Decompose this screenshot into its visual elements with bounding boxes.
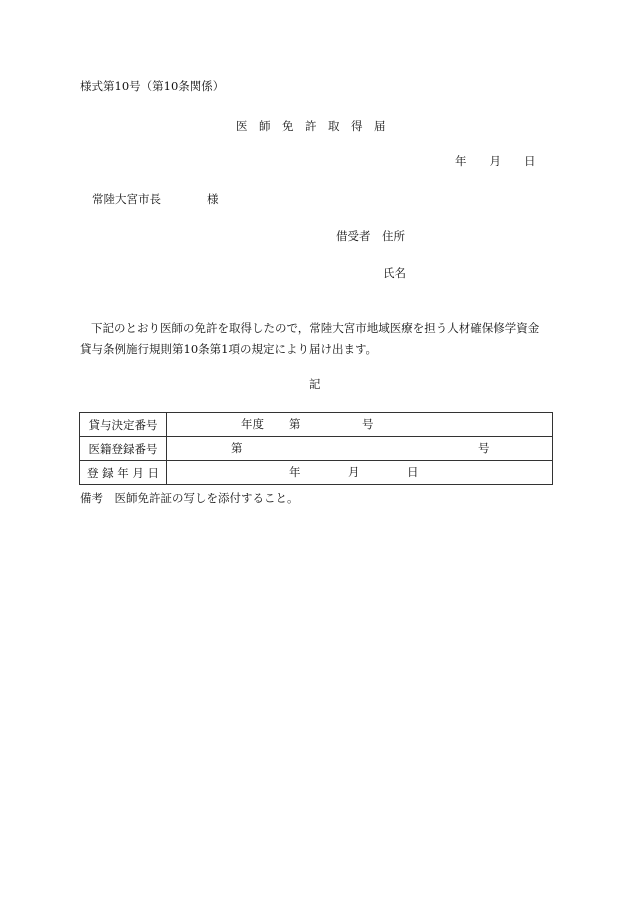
- month-unit: 月: [348, 465, 360, 479]
- go-label: 号: [478, 441, 490, 455]
- table-row: [80, 437, 553, 461]
- go-label: 号: [362, 417, 374, 431]
- details-table: [79, 412, 553, 485]
- dai-label: 第: [289, 417, 301, 431]
- date-line: 年 月 日: [455, 154, 536, 168]
- table-row: [80, 413, 553, 437]
- borrower-address-label: 借受者 住所: [336, 229, 405, 243]
- fiscal-year-unit: 年度: [241, 417, 264, 431]
- table-row: [80, 461, 553, 485]
- borrower-name-label: 氏名: [383, 266, 406, 280]
- medical-registry-number-cell: [167, 437, 553, 461]
- medical-registry-number-label: 医籍登録番号: [80, 437, 167, 461]
- registration-date-label: 登 録 年 月 日: [80, 461, 167, 485]
- body-text-line2: 貸与条例施行規則第10条第1項の規定により届け出ます。: [80, 342, 378, 356]
- loan-decision-number-cell: [167, 413, 553, 437]
- year-unit: 年: [289, 465, 301, 479]
- honorific: 様: [207, 192, 219, 206]
- dai-label: 第: [231, 441, 243, 455]
- body-text-line1: 下記のとおり医師の免許を取得したので，常陸大宮市地域医療を担う人材確保修学資金: [91, 321, 540, 335]
- addressee: 常陸大宮市長: [92, 192, 161, 206]
- document-title: 医 師 免 許 取 得 届: [236, 119, 386, 133]
- registration-date-cell: [167, 461, 553, 485]
- day-unit: 日: [407, 465, 419, 479]
- remarks: 備考 医師免許証の写しを添付すること。: [80, 491, 299, 505]
- form-number: 様式第10号（第10条関係）: [80, 79, 225, 93]
- loan-decision-number-label: 貸与決定番号: [80, 413, 167, 437]
- ki-heading: 記: [309, 377, 321, 391]
